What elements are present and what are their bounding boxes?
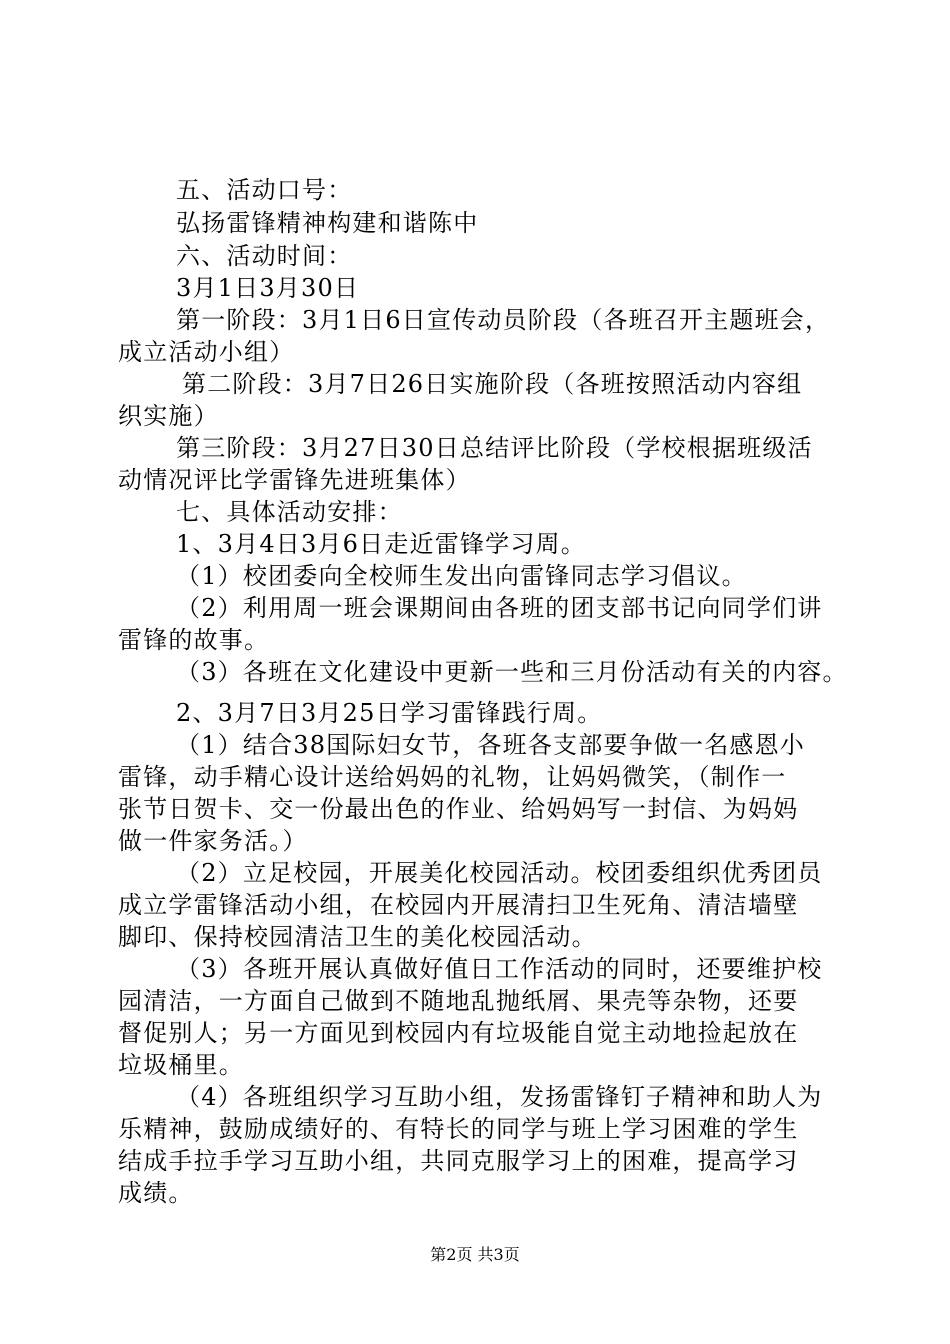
week-two-item-1-line-2: 雷锋，动手精心设计送给妈妈的礼物，让妈妈微笑，（制作一 [118,763,787,791]
slogan-text: 弘扬雷锋精神构建和谐陈中 [176,209,479,237]
section-heading-time: 六、活动时间： [176,242,353,270]
phase-three-line-2: 动情况评比学雷锋先进班集体） [118,466,471,494]
phase-one-line-2: 成立活动小组） [118,338,295,366]
week-two-item-1-line-1: （1）结合38国际妇女节，各班各支部要争做一名感恩小 [176,731,806,759]
week-two-item-4-line-3: 结成手拉手学习互助小组，共同克服学习上的困难，提高学习 [118,1147,799,1175]
week-two-item-1-line-3: 张节日贺卡、交一份最出色的作业、给妈妈写一封信、为妈妈 [118,795,799,823]
week-two-item-2-line-2: 成立学雷锋活动小组，在校园内开展清扫卫生死角、清洁墙壁 [118,891,799,919]
phase-three-line-1: 第三阶段：3月27日30日总结评比阶段（学校根据班级活 [176,434,813,462]
phase-two-line-1: 第二阶段：3月7日26日实施阶段（各班按照活动内容组 [182,370,803,398]
week-two-item-3-line-1: （3）各班开展认真做好值日工作活动的同时，还要维护校 [176,955,823,983]
activity-time-range: 3月1日3月30日 [176,274,360,302]
week-two-item-4-line-1: （4）各班组织学习互助小组，发扬雷锋钉子精神和助人为 [176,1083,823,1111]
week-two-item-3-line-2: 园清洁，一方面自己做到不随地乱抛纸屑、果壳等杂物，还要 [118,987,799,1015]
week-two-item-2-line-3: 脚印、保持校园清洁卫生的美化校园活动。 [118,923,597,951]
week-one-heading: 1、3月4日3月6日走近雷锋学习周。 [176,530,586,558]
week-two-item-4-line-4: 成绩。 [118,1179,194,1207]
section-heading-arrangement: 七、具体活动安排： [176,498,403,526]
week-two-heading: 2、3月7日3月25日学习雷锋践行周。 [176,699,603,727]
week-two-item-3-line-4: 垃圾桶里。 [118,1051,244,1079]
phase-two-line-2: 织实施） [118,402,219,430]
section-heading-slogan: 五、活动口号： [176,176,353,204]
week-one-item-2-line-2: 雷锋的故事。 [118,626,270,654]
week-two-item-4-line-2: 乐精神，鼓励成绩好的、有特长的同学与班上学习困难的学生 [118,1115,799,1143]
phase-one-line-1: 第一阶段：3月1日6日宣传动员阶段（各班召开主题班会， [176,306,831,334]
week-two-item-1-line-4: 做一件家务活。） [118,827,308,855]
week-two-item-3-line-3: 督促别人；另一方面见到校园内有垃圾能自觉主动地捡起放在 [118,1019,799,1047]
week-one-item-2-line-1: （2）利用周一班会课期间由各班的团支部书记向同学们讲 [176,594,823,622]
week-one-item-1: （1）校团委向全校师生发出向雷锋同志学习倡议。 [176,562,747,590]
week-two-item-2-line-1: （2）立足校园，开展美化校园活动。校团委组织优秀团员 [176,859,823,887]
page-number-footer: 第2页 共3页 [430,1245,520,1264]
week-one-item-3: （3）各班在文化建设中更新一些和三月份活动有关的内容。 [176,658,848,686]
